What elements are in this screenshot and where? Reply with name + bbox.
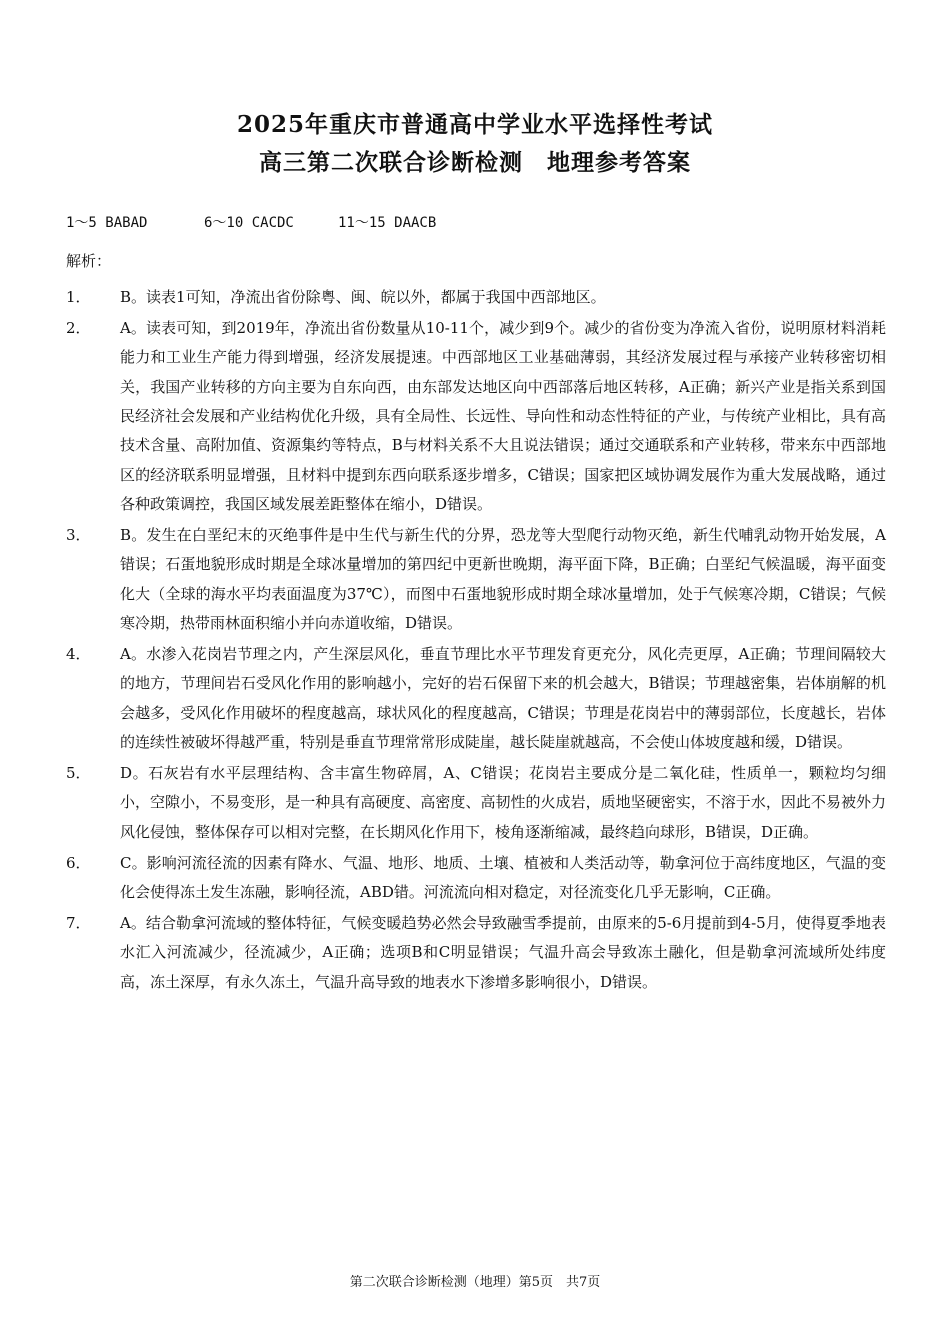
item-number: 1． xyxy=(66,288,91,306)
item-number: 3． xyxy=(66,526,91,545)
item-number: 2． xyxy=(66,318,91,337)
analysis-item xyxy=(66,521,886,639)
item-text: A。结合勒拿河流域的整体特征，气候变暖趋势必然会导致融雪季提前，由原来的5-6月提前到4-5月，使得夏季地表水汇入河流减少，径流减少，A正确；选项B和C明显错误；气温升高会导致冻土融化，但是勒拿河流域所处纬度高，冻土深厚，有永久冻土，气温升高导致的地表水下渗增多影响很小，D错误。 xyxy=(120,913,886,991)
item-number: 4． xyxy=(66,645,91,664)
analysis-item xyxy=(66,283,886,312)
page-footer: 第二次联合诊断检测（地理）第5页 共7页 xyxy=(349,1275,601,1290)
item-number: 5． xyxy=(66,764,91,783)
page-subtitle: 高三第二次联合诊断检测 地理参考答案 xyxy=(259,149,691,176)
answer-key-group: 11～15 DAACB xyxy=(338,215,437,231)
item-number: 6． xyxy=(66,853,91,872)
answer-key-group: 6～10 CACDC xyxy=(204,215,294,231)
answer-key-group: 1～5 BABAD xyxy=(66,215,148,231)
item-text: B。读表1可知，净流出省份除粤、闽、皖以外，都属于我国中西部地区。 xyxy=(120,288,606,306)
analysis-item xyxy=(66,640,886,758)
analysis-item xyxy=(66,849,886,908)
page-title: 2025年重庆市普通高中学业水平选择性考试 xyxy=(236,111,713,138)
analysis-label: 解析： xyxy=(66,252,112,270)
answer-key xyxy=(66,212,436,232)
item-text: B。发生在白垩纪末的灭绝事件是中生代与新生代的分界，恐龙等大型爬行动物灭绝，新生代哺乳动物开始发展，A错误；石蛋地貌形成时期是全球冰量增加的第四纪中更新世晚期，海平面下降，B正确；白垩纪气候温暖，海平面变化大（全球的海水平均表面温度为37℃），而图中石蛋地貌形成时期全球冰量增加，处于气候寒冷期，C错误；气候寒冷期，热带雨林面积缩小并向赤道收缩，D错误。 xyxy=(120,526,886,633)
item-text: C。影响河流径流的因素有降水、气温、地形、地质、土壤、植被和人类活动等，勒拿河位于高纬度地区，气温的变化会使得冻土发生冻融，影响径流，ABD错。河流流向相对稳定，对径流变化几乎无影响，C正确。 xyxy=(120,853,886,902)
analysis-item xyxy=(66,909,886,997)
analysis-list xyxy=(66,283,886,998)
item-text: A。读表可知，到2019年，净流出省份数量从10-11个，减少到9个。减少的省份变为净流入省份，说明原材料消耗能力和工业生产能力得到增强，经济发展提速。中西部地区工业基础薄弱，其经济发展过程与承接产业转移密切相关，我国产业转移的方向主要为自东向西，由东部发达地区向中西部落后地区转移，A正确；新兴产业是指关系到国民经济社会发展和产业结构优化升级，具有全局性、长远性、导向性和动态性特征的产业，与传统产业相比，具有高技术含量、高附加值、资源集约等特点，B与材料关系不大且说法错误；通过交通联系和产业转移，带来东中西部地区的经济联系明显增强，且材料中提到东西向联系逐步增多，C错误；国家把区域协调发展作为重大发展战略，通过各种政策调控，我国区域发展差距整体在缩小，D错误。 xyxy=(120,318,886,514)
item-number: 7． xyxy=(66,913,91,932)
item-text: D。石灰岩有水平层理结构、含丰富生物碎屑，A、C错误；花岗岩主要成分是二氧化硅，性质单一，颗粒均匀细小，空隙小，不易变形，是一种具有高硬度、高密度、高韧性的火成岩，质地坚硬密实，不溶于水，因此不易被外力风化侵蚀，整体保存可以相对完整，在长期风化作用下，棱角逐渐缩减，最终趋向球形，B错误，D正确。 xyxy=(120,764,886,841)
analysis-item xyxy=(66,759,886,847)
item-text: A。水渗入花岗岩节理之内，产生深层风化，垂直节理比水平节理发育更充分，风化壳更厚，A正确；节理间隔较大的地方，节理间岩石受风化作用的影响越小，完好的岩石保留下来的机会越大，B错误；节理越密集，岩体崩解的机会越多，受风化作用破坏的程度越高，球状风化的程度越高，C错误；节理是花岗岩中的薄弱部位，长度越长，岩体的连续性被破坏得越严重，特别是垂直节理常常形成陡崖，越长陡崖就越高，不会使山体坡度越和缓，D错误。 xyxy=(120,645,886,752)
analysis-item xyxy=(66,314,886,520)
